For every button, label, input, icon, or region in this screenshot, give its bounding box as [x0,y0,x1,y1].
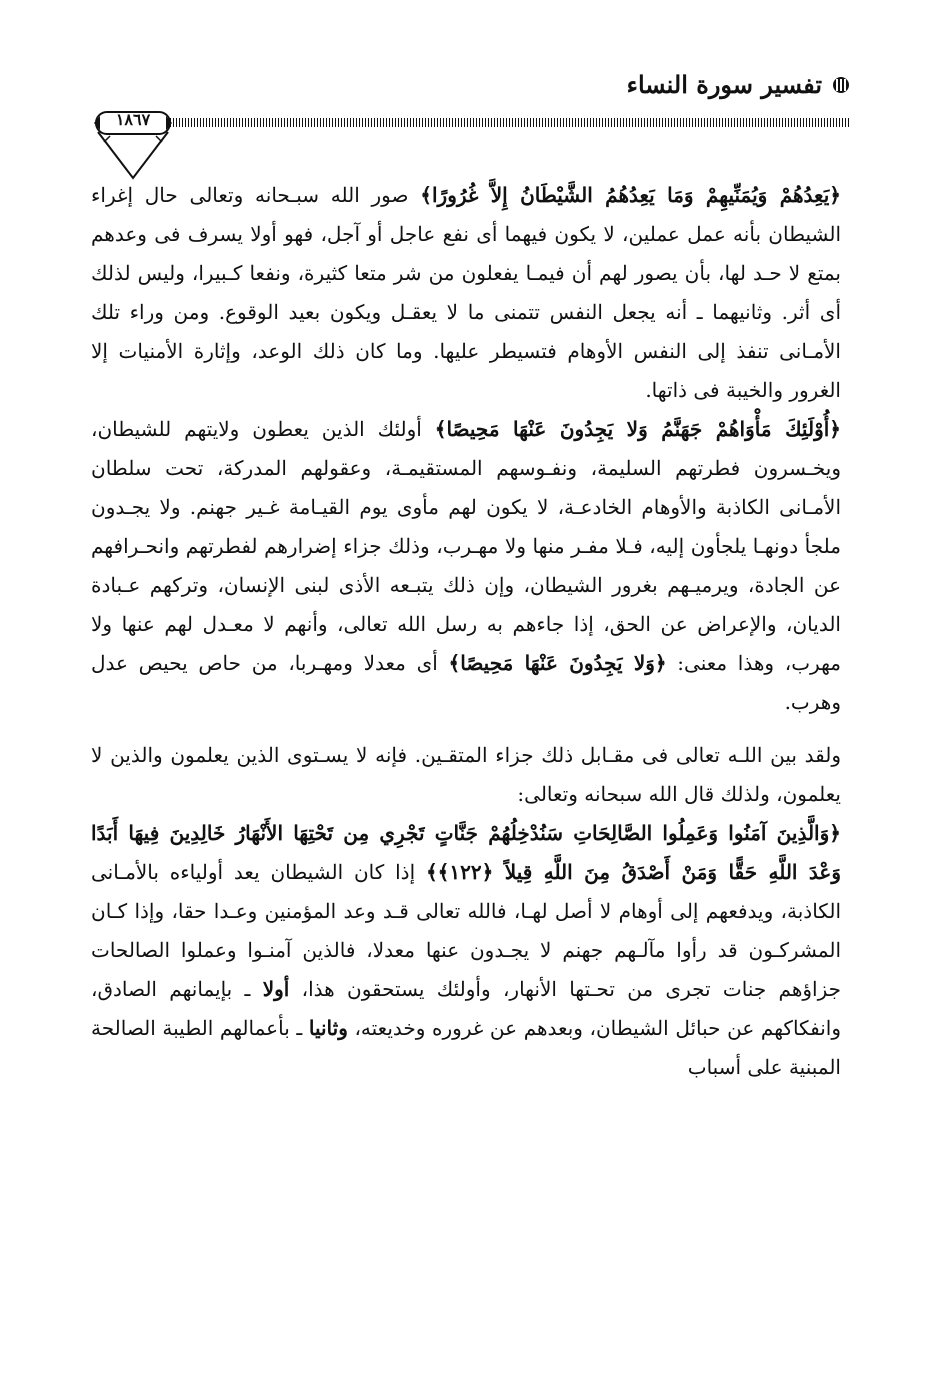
page-number: ١٨٦٧ [115,110,151,129]
paragraph-text: ـ بأعمالهم الطيبة الصالحة المبنية على أسباب [91,1016,841,1079]
quran-verse-inline: ﴿وَلا يَجِدُونَ عَنْهَا مَحِيصًا﴾ [448,651,667,675]
header-rule [170,118,850,127]
paragraph-1 [91,176,841,410]
enumeration-marker: وثانيا [308,1016,348,1040]
paragraph-text: صور الله سبـحانه وتعالى حال إغراء الشيطان بأنه عمل عملين، لا يكون فيهما أى نفع عاجل أو آجل، فهو أولا يسرف فى وعدهم بمتع لا حـد لها، بأن يصور لهم أن فيمـا يفعلون من شر متعا كثيرة، ونفعا كـبيرا، وليس لذلك أى أثر. وثانيهما ـ أنه يجعل النفس تتمنى ما لا يعقـل ويكون بعيد الوقوع. ومن وراء تلك الأمـانى تنفذ إلى النفس الأوهام فتسيطر عليها. وما كان ذلك الوعد، وإثارة الأمنيات إلا الغرور والخيبة فى ذاتها. [91,183,841,402]
running-title-text: تفسير سورة النساء [626,70,822,99]
paragraph-3 [91,736,841,814]
paragraph-text: أولئك الذين يعطون ولايتهم للشيطان، ويخـسرون فطرتهم السليمة، ونفـوسهم المستقيمـة، وعقولهم المدركة، تحت سلطان الأمـانى الكاذبة والأوهام الخادعـة، لا يكون لهم مأوى يوم القيـامة غـير جهنم. ولا يجـدون ملجأ دونهـا يلجأون إليه، فـلا مفـر منها ولا مهـرب، وذلك جزاء إضرارهم لفطرتهم وانحـرافهم عن الجادة، ويرميـهم بغرور الشيطان، وإن ذلك يتبـعه الأذى لبنى الإنسان، وتركهم عـبادة الديان، والإعراض عن الحق، إذا جاءهم به رسل الله تعالى، وأنهم لا معـدل لهم عنها ولا مهرب، وهذا معنى: [91,417,842,675]
body-text [91,174,841,1087]
page-header [90,62,850,172]
paragraph-text: ولقد بين اللـه تعالى فى مقـابل ذلك جزاء المتقـين. فإنه لا يسـتوى الذين يعلمون والذين لا يعلمون، ولذلك قال الله سبحانه وتعالى: [91,743,841,806]
paragraph-4 [91,814,841,1087]
running-title [627,70,850,99]
paragraph-text: ـ بإيمانهم الصادق، وانفكاكهم عن حبائل الشيطان، وبعدهم عن غروره وخديعته، [91,977,841,1040]
quran-verse: ﴿وَالَّذِينَ آمَنُوا وَعَمِلُوا الصَّالِحَاتِ سَنُدْخِلُهُمْ جَنَّاتٍ تَجْرِي مِن تَحْتِهَا الأَنْهَارُ خَالِدِينَ فِيهَا أَبَدًا وَعْدَ اللَّهِ حَقًّا وَمَنْ أَصْدَقُ مِنَ اللَّهِ قِيلاً ﴿١٢٢﴾﴾ [91,821,841,884]
quran-verse: ﴿يَعِدُهُمْ وَيُمَنِّيهِمْ وَمَا يَعِدُهُمُ الشَّيْطَانُ إِلاَّ غُرُورًا﴾ [420,183,841,207]
enumeration-marker: أولا [262,977,290,1001]
paragraph-2 [91,410,841,722]
ornament-icon [832,76,850,94]
paragraph-text: إذا كان الشيطان يعد أولياءه بالأمـانى الكاذبة، ويدفعهم إلى أوهام لا أصل لهـا، فالله تعالى قـد وعد المؤمنين وعـدا حقا، وإذا كـان المشركـون قد رأوا مآلـهم جهنم لا يجـدون عنها معدلا، فالذين آمنـوا وعملوا الصالحات جزاؤهم جنات تجرى من تحـتها الأنهار، وأولئك يستحقون هذا، [91,860,841,1001]
quran-verse: ﴿أُوْلَئِكَ مَأْوَاهُمْ جَهَنَّمُ وَلا يَجِدُونَ عَنْهَا مَحِيصًا﴾ [434,417,841,441]
paragraph-text: أى معدلا ومهـربا، من حاص يحيص عدل وهرب. [91,651,841,714]
